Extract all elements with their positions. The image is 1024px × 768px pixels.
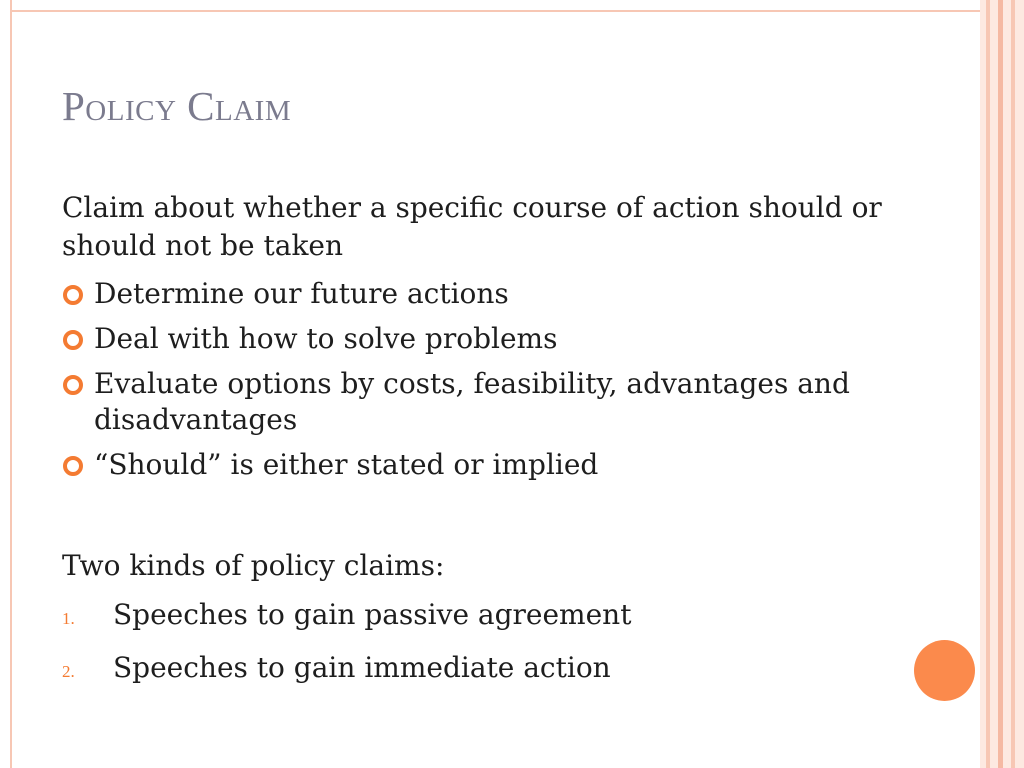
numbered-item bbox=[62, 596, 922, 638]
number-label: 1. bbox=[62, 609, 75, 628]
kinds-heading: Two kinds of policy claims: bbox=[62, 549, 445, 582]
frame-top-border bbox=[10, 10, 980, 12]
stripe bbox=[990, 0, 998, 768]
slide-title: Policy Claim bbox=[62, 83, 292, 129]
numbered-item-text: Speeches to gain immediate action bbox=[113, 651, 611, 684]
bullet-text: Determine our future actions bbox=[94, 277, 509, 310]
ring-bullet-icon bbox=[63, 375, 83, 395]
number-label: 2. bbox=[62, 662, 75, 681]
intro-text: Claim about whether a specific course of action should or should not be taken bbox=[62, 191, 882, 262]
bullet-item bbox=[62, 366, 922, 438]
frame-left-border bbox=[10, 0, 12, 768]
numbered-item-text: Speeches to gain passive agreement bbox=[113, 598, 632, 631]
bullet-item bbox=[62, 321, 922, 357]
bullet-text: Evaluate options by costs, feasibility, advantages and disadvantages bbox=[94, 367, 850, 436]
decorative-stripes bbox=[980, 0, 1024, 768]
ring-bullet-icon bbox=[63, 456, 83, 476]
ring-bullet-icon bbox=[63, 285, 83, 305]
bullet-item bbox=[62, 276, 922, 312]
numbered-item bbox=[62, 649, 922, 691]
bullet-text: “Should” is either stated or implied bbox=[94, 448, 599, 481]
numbered-list bbox=[62, 596, 922, 702]
bullet-list bbox=[62, 276, 922, 492]
stripe bbox=[1015, 0, 1024, 768]
stripe bbox=[1003, 0, 1011, 768]
accent-circle bbox=[914, 640, 975, 701]
bullet-text: Deal with how to solve problems bbox=[94, 322, 558, 355]
bullet-item bbox=[62, 447, 922, 483]
ring-bullet-icon bbox=[63, 330, 83, 350]
